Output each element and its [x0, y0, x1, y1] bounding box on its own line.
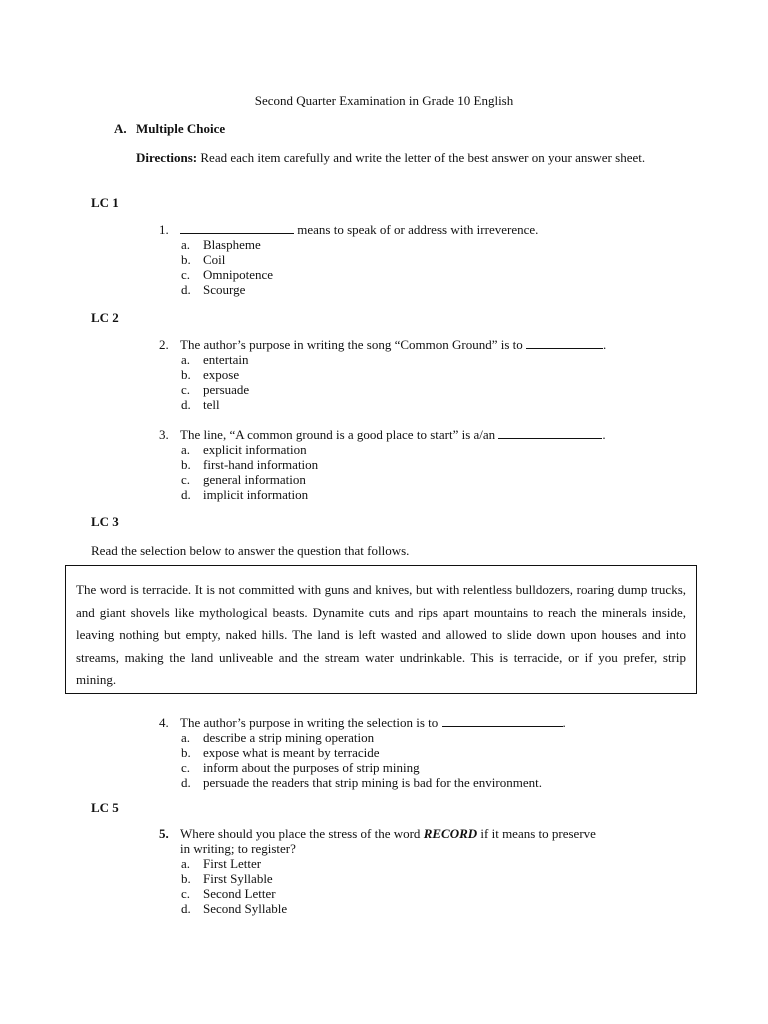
option-text: Scourge — [203, 282, 246, 297]
option-d — [181, 775, 679, 790]
question-2 — [159, 336, 679, 412]
option-text: First Syllable — [203, 871, 273, 886]
option-letter: a. — [181, 442, 191, 457]
option-letter: b. — [181, 745, 191, 760]
option-letter: b. — [181, 457, 191, 472]
emphasized-word: RECORD — [423, 826, 478, 841]
option-d — [181, 397, 679, 412]
option-letter: d. — [181, 901, 191, 916]
option-a — [181, 730, 679, 745]
answer-blank — [498, 426, 602, 439]
lc-label-2: LC 2 — [91, 310, 119, 325]
question-4-stem — [159, 714, 679, 730]
option-letter: b. — [181, 252, 191, 267]
option-text: tell — [203, 397, 220, 412]
question-number: 5. — [159, 826, 169, 841]
option-b — [181, 367, 679, 382]
question-4-text: The author’s purpose in writing the selection is to — [180, 715, 442, 730]
lc-label-3: LC 3 — [91, 514, 119, 529]
options-list — [159, 442, 679, 502]
option-letter: a. — [181, 730, 191, 745]
option-text: explicit information — [203, 442, 307, 457]
option-d — [181, 487, 679, 502]
question-5-text: Where should you place the stress of the word — [180, 826, 424, 841]
directions-label: Directions: — [136, 150, 198, 165]
directions — [136, 150, 677, 165]
answer-blank — [180, 221, 294, 234]
option-letter: c. — [181, 382, 191, 397]
option-letter: b. — [181, 871, 191, 886]
question-end: . — [562, 715, 566, 730]
options-list — [159, 856, 679, 916]
options-list — [159, 237, 679, 297]
reading-selection-text: The word is terracide. It is not committed with guns and knives, but with relentless bulldozers, roaring dump trucks, and giant shovels like mythological beasts. Dynamite cuts and rips apart mountains to reach the minerals inside, leaving nothing but empty, naked hills. The land is left wasted and allowed to slide down upon houses and into streams, making the land unliveable and the stream water undrinkable. This is terracide, or if you prefer, strip mining. — [76, 582, 686, 688]
question-1 — [159, 221, 679, 297]
option-letter: a. — [181, 237, 191, 252]
option-text: implicit information — [203, 487, 309, 502]
question-number: 2. — [159, 337, 169, 352]
question-5-stem-line2 — [159, 841, 679, 856]
question-3 — [159, 426, 679, 502]
option-text: first-hand information — [203, 457, 319, 472]
option-text: persuade — [203, 382, 250, 397]
option-letter: d. — [181, 282, 191, 297]
option-text: inform about the purposes of strip mining — [203, 760, 420, 775]
option-letter: b. — [181, 367, 191, 382]
option-letter: c. — [181, 886, 191, 901]
option-a — [181, 352, 679, 367]
option-text: Blaspheme — [203, 237, 261, 252]
section-label: Multiple Choice — [136, 121, 226, 136]
directions-text: Read each item carefully and write the letter of the best answer on your answer sheet. — [197, 150, 646, 165]
option-d — [181, 901, 679, 916]
question-5-stem — [159, 826, 679, 841]
answer-blank — [442, 714, 563, 727]
question-end: . — [603, 337, 607, 352]
option-c — [181, 760, 679, 775]
question-number: 1. — [159, 222, 169, 237]
option-c — [181, 472, 679, 487]
option-b — [181, 745, 679, 760]
option-text: First Letter — [203, 856, 262, 871]
option-letter: c. — [181, 760, 191, 775]
option-text: Second Syllable — [203, 901, 288, 916]
option-a — [181, 442, 679, 457]
option-d — [181, 282, 679, 297]
question-5 — [159, 826, 679, 916]
option-a — [181, 856, 679, 871]
question-5-text-cont: if it means to preserve — [477, 826, 596, 841]
option-text: Coil — [203, 252, 226, 267]
section-letter: A. — [114, 121, 127, 136]
question-5-text-line2: in writing; to register? — [180, 841, 296, 856]
option-text: expose what is meant by terracide — [203, 745, 380, 760]
options-list — [159, 352, 679, 412]
option-c — [181, 267, 679, 282]
option-c — [181, 886, 679, 901]
option-text: Second Letter — [203, 886, 276, 901]
option-letter: a. — [181, 352, 191, 367]
option-text: persuade the readers that strip mining is bad for the environment. — [203, 775, 542, 790]
question-end: . — [602, 427, 606, 442]
option-a — [181, 237, 679, 252]
answer-blank — [526, 336, 603, 349]
exam-title: Second Quarter Examination in Grade 10 English — [254, 93, 514, 108]
selection-instruction: Read the selection below to answer the question that follows. — [91, 543, 410, 558]
option-text: expose — [203, 367, 240, 382]
question-2-text: The author’s purpose in writing the song “Common Ground” is to — [180, 337, 527, 352]
option-b — [181, 871, 679, 886]
option-letter: c. — [181, 472, 191, 487]
question-3-text: The line, “A common ground is a good place to start” is a/an — [180, 427, 499, 442]
option-b — [181, 252, 679, 267]
question-2-stem — [159, 336, 679, 352]
question-1-stem — [159, 221, 679, 237]
question-1-text: means to speak of or address with irreverence. — [294, 222, 539, 237]
option-letter: d. — [181, 487, 191, 502]
section-heading — [114, 121, 225, 136]
question-number: 3. — [159, 427, 169, 442]
reading-selection-box — [65, 565, 697, 694]
option-b — [181, 457, 679, 472]
options-list — [159, 730, 679, 790]
option-letter: d. — [181, 775, 191, 790]
question-4 — [159, 714, 679, 790]
option-text: general information — [203, 472, 306, 487]
option-text: describe a strip mining operation — [203, 730, 375, 745]
lc-label-1: LC 1 — [91, 195, 119, 210]
question-3-stem — [159, 426, 679, 442]
option-letter: d. — [181, 397, 191, 412]
option-letter: c. — [181, 267, 191, 282]
option-letter: a. — [181, 856, 191, 871]
option-text: Omnipotence — [203, 267, 274, 282]
option-c — [181, 382, 679, 397]
question-number: 4. — [159, 715, 169, 730]
lc-label-5: LC 5 — [91, 800, 119, 815]
option-text: entertain — [203, 352, 249, 367]
